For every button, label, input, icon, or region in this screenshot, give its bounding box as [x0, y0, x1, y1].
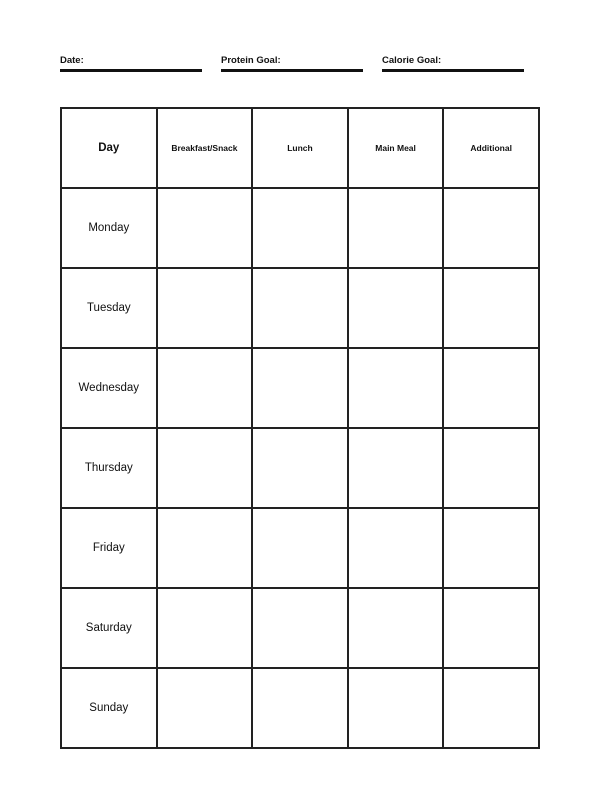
- additional-cell[interactable]: [443, 268, 539, 348]
- main-meal-cell[interactable]: [348, 588, 444, 668]
- breakfast-snack-cell[interactable]: [157, 428, 253, 508]
- table-row: [61, 428, 539, 508]
- table-row: [61, 348, 539, 428]
- date-label: Date:: [60, 55, 84, 66]
- date-field[interactable]: [60, 55, 202, 72]
- additional-cell[interactable]: [443, 508, 539, 588]
- lunch-cell[interactable]: [252, 428, 348, 508]
- lunch-cell[interactable]: [252, 348, 348, 428]
- breakfast-snack-cell[interactable]: [157, 348, 253, 428]
- additional-cell[interactable]: [443, 188, 539, 268]
- column-header-lunch: Lunch: [252, 108, 348, 188]
- main-meal-cell[interactable]: [348, 508, 444, 588]
- day-cell: Saturday: [61, 588, 157, 668]
- day-cell: Tuesday: [61, 268, 157, 348]
- main-meal-cell[interactable]: [348, 268, 444, 348]
- day-cell: Wednesday: [61, 348, 157, 428]
- day-cell: Friday: [61, 508, 157, 588]
- breakfast-snack-cell[interactable]: [157, 588, 253, 668]
- table-row: [61, 588, 539, 668]
- table-row: [61, 508, 539, 588]
- calorie-goal-field[interactable]: [382, 55, 524, 72]
- header-row: [61, 108, 539, 188]
- additional-cell[interactable]: [443, 588, 539, 668]
- table-row: [61, 188, 539, 268]
- lunch-cell[interactable]: [252, 588, 348, 668]
- meal-planner-table: [60, 107, 540, 749]
- main-meal-cell[interactable]: [348, 348, 444, 428]
- column-header-day: Day: [61, 108, 157, 188]
- breakfast-snack-cell[interactable]: [157, 508, 253, 588]
- breakfast-snack-cell[interactable]: [157, 668, 253, 748]
- day-cell: Sunday: [61, 668, 157, 748]
- lunch-cell[interactable]: [252, 268, 348, 348]
- lunch-cell[interactable]: [252, 668, 348, 748]
- additional-cell[interactable]: [443, 428, 539, 508]
- additional-cell[interactable]: [443, 668, 539, 748]
- main-meal-cell[interactable]: [348, 428, 444, 508]
- main-meal-cell[interactable]: [348, 668, 444, 748]
- protein-goal-label: Protein Goal:: [221, 55, 281, 66]
- breakfast-snack-cell[interactable]: [157, 268, 253, 348]
- day-cell: Thursday: [61, 428, 157, 508]
- additional-cell[interactable]: [443, 348, 539, 428]
- table-row: [61, 668, 539, 748]
- column-header-breakfast-snack: Breakfast/Snack: [157, 108, 253, 188]
- column-header-additional: Additional: [443, 108, 539, 188]
- day-cell: Monday: [61, 188, 157, 268]
- table-row: [61, 268, 539, 348]
- lunch-cell[interactable]: [252, 188, 348, 268]
- protein-goal-field[interactable]: [221, 55, 363, 72]
- lunch-cell[interactable]: [252, 508, 348, 588]
- breakfast-snack-cell[interactable]: [157, 188, 253, 268]
- column-header-main-meal: Main Meal: [348, 108, 444, 188]
- calorie-goal-label: Calorie Goal:: [382, 55, 442, 66]
- main-meal-cell[interactable]: [348, 188, 444, 268]
